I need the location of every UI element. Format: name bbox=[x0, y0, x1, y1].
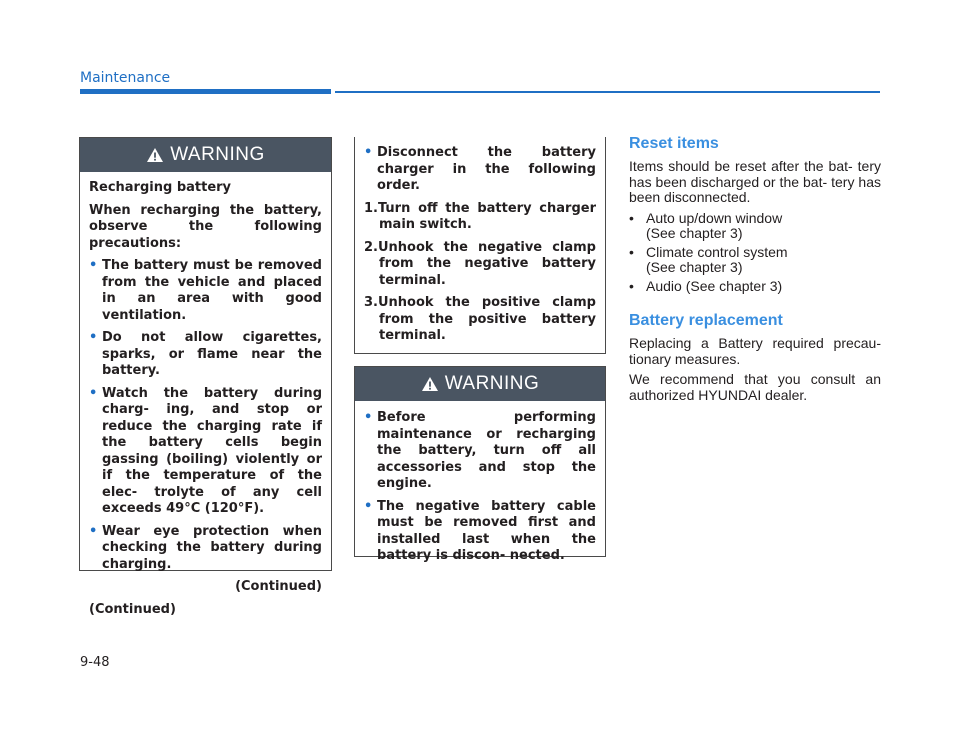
numbered-step: 2.Unhook the negative clamp from the negative battery terminal. bbox=[364, 239, 596, 288]
warning-box-maintenance bbox=[354, 366, 606, 563]
replacement-heading: Battery replacement bbox=[629, 312, 783, 329]
continued-right: (Continued) bbox=[235, 579, 322, 594]
list-item: • Climate control system (See chapter 3) bbox=[629, 243, 788, 275]
continued-left: (Continued) bbox=[89, 601, 176, 617]
warning-box-recharging bbox=[79, 137, 332, 617]
numbered-step: 3.Unhook the positive clamp from the positive battery terminal. bbox=[364, 295, 596, 343]
box-intro: When recharging the battery, observe the following precautions: bbox=[89, 202, 322, 251]
warning-label: WARNING bbox=[170, 144, 265, 165]
replacement-text-1: Replacing a Battery required precau- tionary measures. bbox=[629, 335, 881, 367]
bullet-item: • Watch the battery during charg- ing, and stop or reduce the charging rate if the battery cells begin gassing (boiling) violently or if the temperature of the elec- trolyte of any cell exceeds 49°C (120°F). bbox=[89, 385, 322, 516]
page-number: 9-48 bbox=[80, 655, 110, 670]
bullet-item: • Do not allow cigarettes, sparks, or flame near the battery. bbox=[89, 330, 322, 378]
warning-header bbox=[80, 138, 331, 172]
bullet-item: • Disconnect the battery charger in the following order. bbox=[364, 145, 596, 193]
warning-triangle-icon bbox=[421, 376, 439, 392]
replacement-text-2: We recommend that you consult an authorized HYUNDAI dealer. bbox=[629, 371, 881, 403]
list-item: • Auto up/down window (See chapter 3) bbox=[629, 209, 783, 241]
bullet-item: • Before performing maintenance or recharging the battery, turn off all accessories and stop the engine. bbox=[364, 410, 596, 491]
right-column bbox=[629, 135, 881, 408]
list-item: • Audio (See chapter 3) bbox=[629, 277, 783, 294]
header-rule-thick bbox=[80, 89, 331, 94]
box-title: Recharging battery bbox=[89, 180, 232, 195]
reset-heading: Reset items bbox=[629, 135, 719, 152]
warning-label: WARNING bbox=[444, 373, 540, 394]
warning-header bbox=[355, 367, 605, 401]
bullet-item: • Wear eye protection when checking the battery during charging. bbox=[89, 523, 322, 572]
numbered-step: 1.Turn off the battery charger main switch. bbox=[364, 200, 596, 232]
reset-list bbox=[629, 211, 881, 295]
bullet-item: • The negative battery cable must be removed first and installed last when the battery is discon- nected. bbox=[364, 498, 596, 563]
header-rule-thin bbox=[335, 91, 880, 93]
reset-text: Items should be reset after the bat- tery has been discharged or the bat- tery has been disconnected. bbox=[629, 158, 881, 205]
warning-triangle-icon bbox=[146, 147, 164, 163]
bullet-item: • The battery must be removed from the vehicle and placed in an area with good ventilation. bbox=[89, 258, 322, 323]
section-title: Maintenance bbox=[80, 70, 171, 86]
warning-box-continued bbox=[354, 137, 606, 354]
